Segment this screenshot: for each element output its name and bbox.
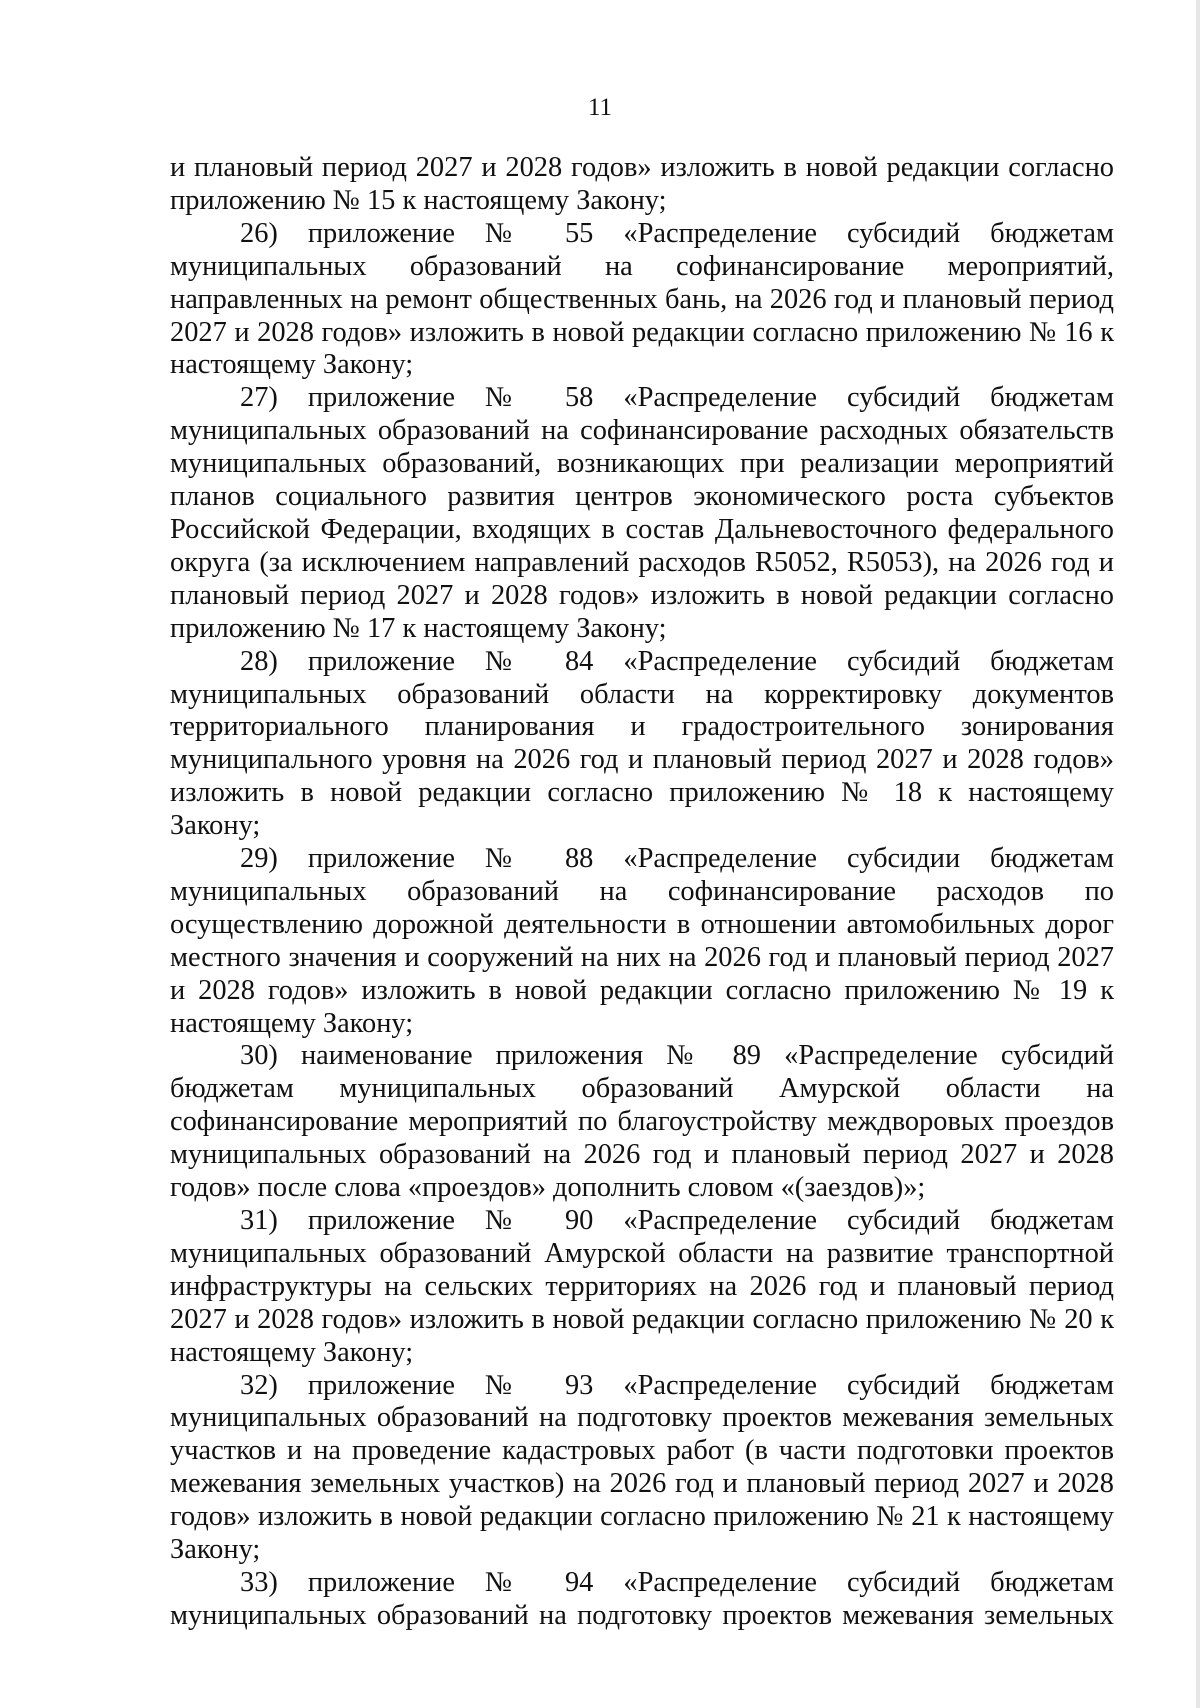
scan-edge [1196,0,1200,1708]
list-item-30: 30) наименование приложения № 89 «Распределение субсидий бюджетам муниципальных образований Амурской области на софинансирование мероприятий по благоустройству междворовых проездов муниципальных образований на 2026 год и плановый период 2027 и 2028 годов» после слова «проездов» дополнить словом «(заездов)»; [170,1040,1114,1204]
list-item-32: 32) приложение № 93 «Распределение субсидий бюджетам муниципальных образований на подготовку проектов межевания земельных участков и на проведение кадастровых работ (в части подготовки проектов межевания земельных участков) на 2026 год и плановый период 2027 и 2028 годов» изложить в новой редакции согласно приложению № 21 к настоящему Закону; [170,1369,1114,1566]
list-item-28: 28) приложение № 84 «Распределение субсидий бюджетам муниципальных образований области на корректировку документов территориального планирования и градостроительного зонирования муниципального уровня на 2026 год и плановый период 2027 и 2028 годов» изложить в новой редакции согласно приложению № 18 к настоящему Закону; [170,645,1114,842]
paragraph-continuation: и плановый период 2027 и 2028 годов» изложить в новой редакции согласно приложению № 15 к настоящему Закону; [170,152,1114,216]
page-number: 11 [587,94,613,121]
list-item-29: 29) приложение № 88 «Распределение субсидии бюджетам муниципальных образований на софинансирование расходов по осуществлению дорожной деятельности в отношении автомобильных дорог местного значения и сооружений на них на 2026 год и плановый период 2027 и 2028 годов» изложить в новой редакции согласно приложению № 19 к настоящему Закону; [170,843,1114,1039]
list-item-27: 27) приложение № 58 «Распределение субсидий бюджетам муниципальных образований на софинансирование расходных обязательств муниципальных образований, возникающих при реализации мероприятий планов социального развития центров экономического роста субъектов Российской Федерации, входящих в состав Дальневосточного федерального округа (за исключением направлений расходов R5052, R5053), на 2026 год и плановый период 2027 и 2028 годов» изложить в новой редакции согласно приложению № 17 к настоящему Закону; [170,382,1114,644]
list-item-33: 33) приложение № 94 «Распределение субсидий бюджетам муниципальных образований на подготовку проектов межевания земельных [170,1566,1114,1631]
document-body [170,152,1114,1633]
list-item-26: 26) приложение № 55 «Распределение субсидий бюджетам муниципальных образований на софинансирование мероприятий, направленных на ремонт общественных бань, на 2026 год и плановый период 2027 и 2028 годов» изложить в новой редакции согласно приложению № 16 к настоящему Закону; [170,217,1114,381]
list-item-31: 31) приложение № 90 «Распределение субсидий бюджетам муниципальных образований Амурской области на развитие транспортной инфраструктуры на сельских территориях на 2026 год и плановый период 2027 и 2028 годов» изложить в новой редакции согласно приложению № 20 к настоящему Закону; [170,1205,1114,1368]
